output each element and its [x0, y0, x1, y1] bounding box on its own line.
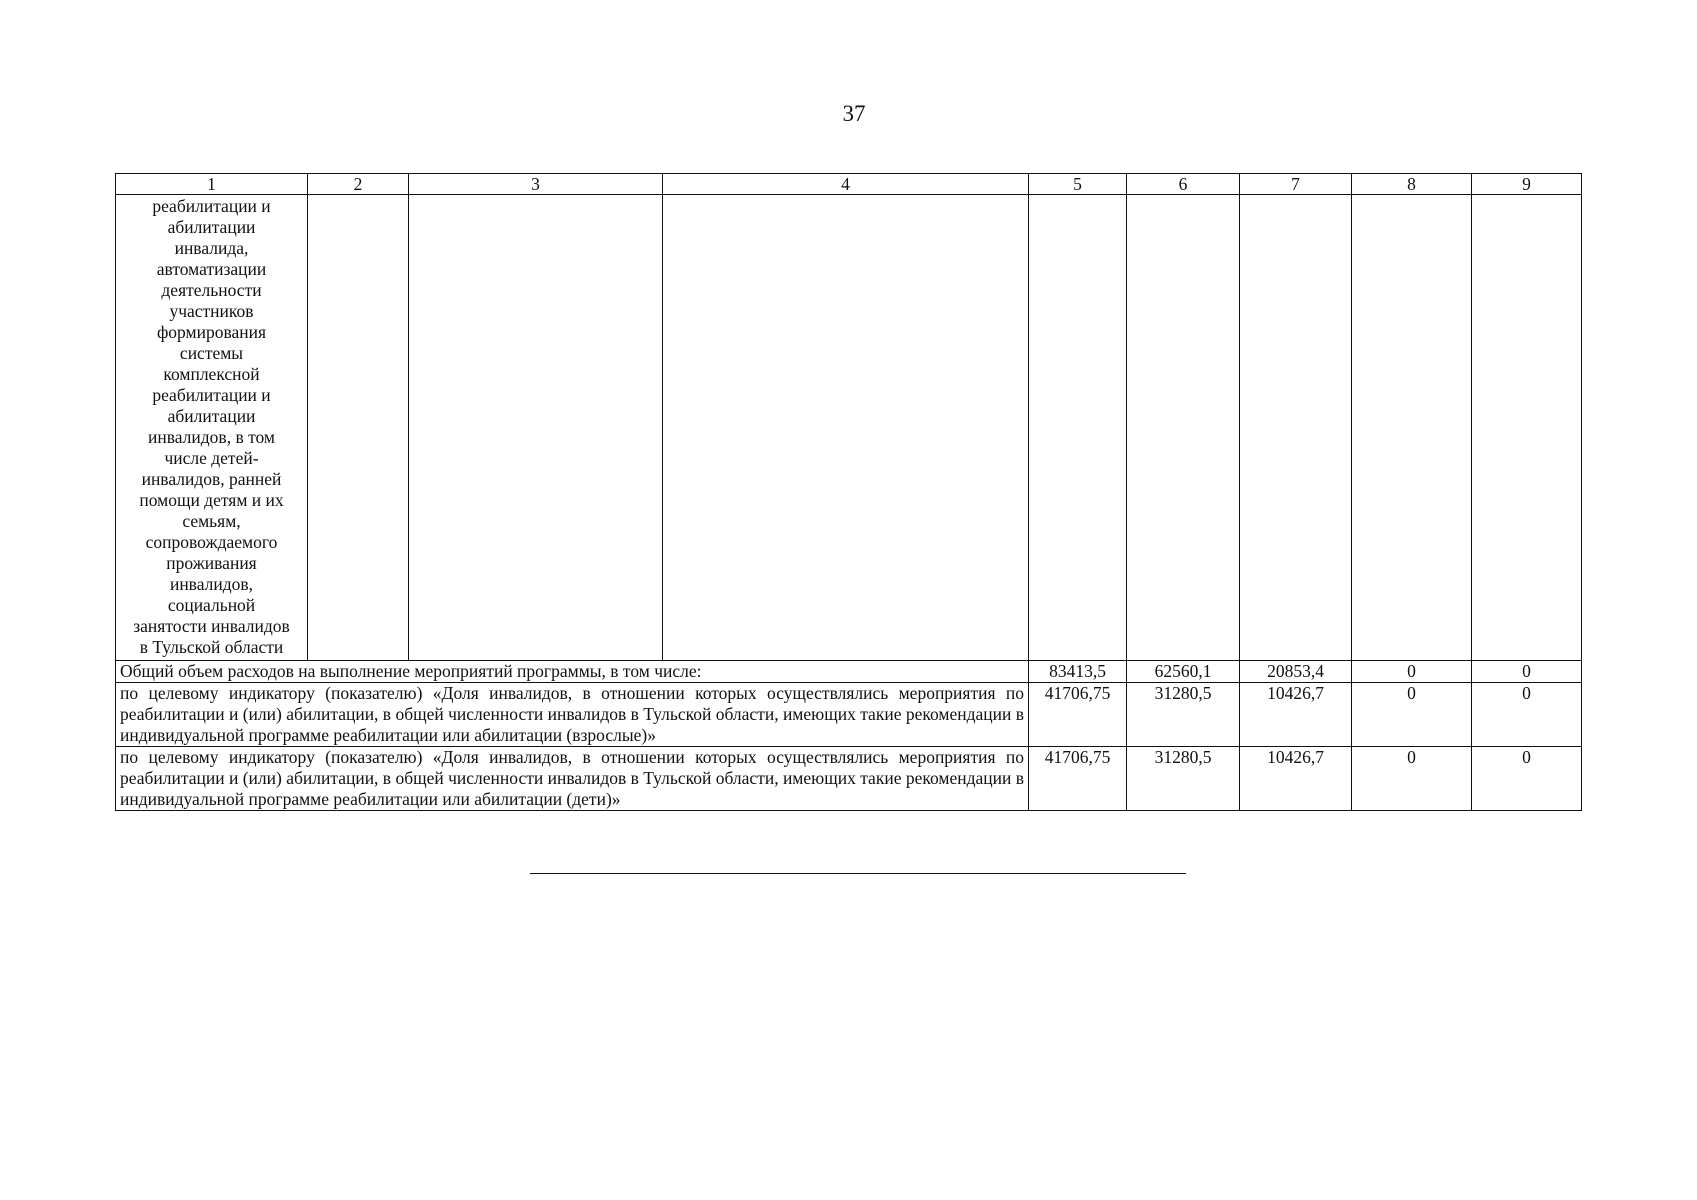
total-value-col6: 62560,1 — [1127, 661, 1240, 683]
total-value-col9: 0 — [1472, 661, 1582, 683]
column-header-1: 1 — [116, 174, 308, 195]
indicator-value-col8: 0 — [1352, 747, 1472, 811]
indicator-value-col9: 0 — [1472, 747, 1582, 811]
column-header-9: 9 — [1472, 174, 1582, 195]
column-header-5: 5 — [1029, 174, 1127, 195]
continuation-text-line: реабилитации и — [152, 385, 271, 405]
indicator-row-children — [116, 747, 1582, 811]
continuation-row — [116, 195, 1582, 661]
continuation-text-line: сопровождаемого — [145, 532, 278, 552]
budget-table — [115, 173, 1582, 811]
continuation-text-line: комплексной — [163, 364, 260, 384]
empty-cell — [1127, 195, 1240, 661]
indicator-row-label: по целевому индикатору (показателю) «Доля инвалидов, в отношении которых осуществлялись мероприятия по реабилитации и (или) абилитации, в общей численности инвалидов в Тульской области, имеющих такие рекомендации в индивидуальной программе реабилитации или абилитации (взрослые)» — [116, 683, 1029, 747]
continuation-text-line: числе детей- — [164, 448, 259, 468]
continuation-text-line: участников — [169, 301, 254, 321]
empty-cell — [1472, 195, 1582, 661]
indicator-value-col5: 41706,75 — [1029, 747, 1127, 811]
indicator-value-col7: 10426,7 — [1240, 683, 1352, 747]
column-header-6: 6 — [1127, 174, 1240, 195]
continuation-text-line: реабилитации и — [152, 196, 271, 216]
continuation-text-line: инвалида, — [174, 238, 249, 258]
total-row-label: Общий объем расходов на выполнение мероприятий программы, в том числе: — [116, 661, 1029, 683]
continuation-text-line: семьям, — [182, 511, 241, 531]
empty-cell — [663, 195, 1029, 661]
total-value-col8: 0 — [1352, 661, 1472, 683]
indicator-value-col7: 10426,7 — [1240, 747, 1352, 811]
indicator-row-label: по целевому индикатору (показателю) «Доля инвалидов, в отношении которых осуществлялись мероприятия по реабилитации и (или) абилитации, в общей численности инвалидов в Тульской области, имеющих такие рекомендации в индивидуальной программе реабилитации или абилитации (дети)» — [116, 747, 1029, 811]
continuation-text-line: помощи детям и их — [139, 490, 284, 510]
continuation-text-line: автоматизации — [156, 259, 267, 279]
continuation-text-line: деятельности — [161, 280, 262, 300]
indicator-value-col9: 0 — [1472, 683, 1582, 747]
indicator-value-col6: 31280,5 — [1127, 747, 1240, 811]
column-header-4: 4 — [663, 174, 1029, 195]
empty-cell — [409, 195, 663, 661]
empty-cell — [1240, 195, 1352, 661]
continuation-text-line: инвалидов, ранней — [141, 469, 282, 489]
continuation-text-line: занятости инвалидов — [133, 616, 290, 636]
continuation-text-line: инвалидов, в том — [148, 427, 275, 447]
table-header-row — [116, 174, 1582, 195]
continuation-cell-text — [116, 195, 308, 661]
empty-cell — [1352, 195, 1472, 661]
continuation-text-line: системы — [179, 343, 244, 363]
indicator-value-col5: 41706,75 — [1029, 683, 1127, 747]
total-value-col5: 83413,5 — [1029, 661, 1127, 683]
continuation-text-line: в Тульской области — [139, 637, 284, 657]
indicator-value-col8: 0 — [1352, 683, 1472, 747]
continuation-text-line: инвалидов, — [169, 574, 254, 594]
column-header-7: 7 — [1240, 174, 1352, 195]
indicator-row-adults — [116, 683, 1582, 747]
total-value-col7: 20853,4 — [1240, 661, 1352, 683]
total-row — [116, 661, 1582, 683]
continuation-text-line: проживания — [166, 553, 257, 573]
page-number: 37 — [842, 101, 866, 126]
continuation-text-line: социальной — [167, 595, 256, 615]
continuation-text-line: абилитации — [167, 406, 256, 426]
column-header-3: 3 — [409, 174, 663, 195]
empty-cell — [308, 195, 409, 661]
end-separator-line — [530, 873, 1186, 874]
column-header-8: 8 — [1352, 174, 1472, 195]
indicator-value-col6: 31280,5 — [1127, 683, 1240, 747]
empty-cell — [1029, 195, 1127, 661]
continuation-text-line: абилитации — [167, 217, 256, 237]
continuation-text-line: формирования — [156, 322, 267, 342]
column-header-2: 2 — [308, 174, 409, 195]
